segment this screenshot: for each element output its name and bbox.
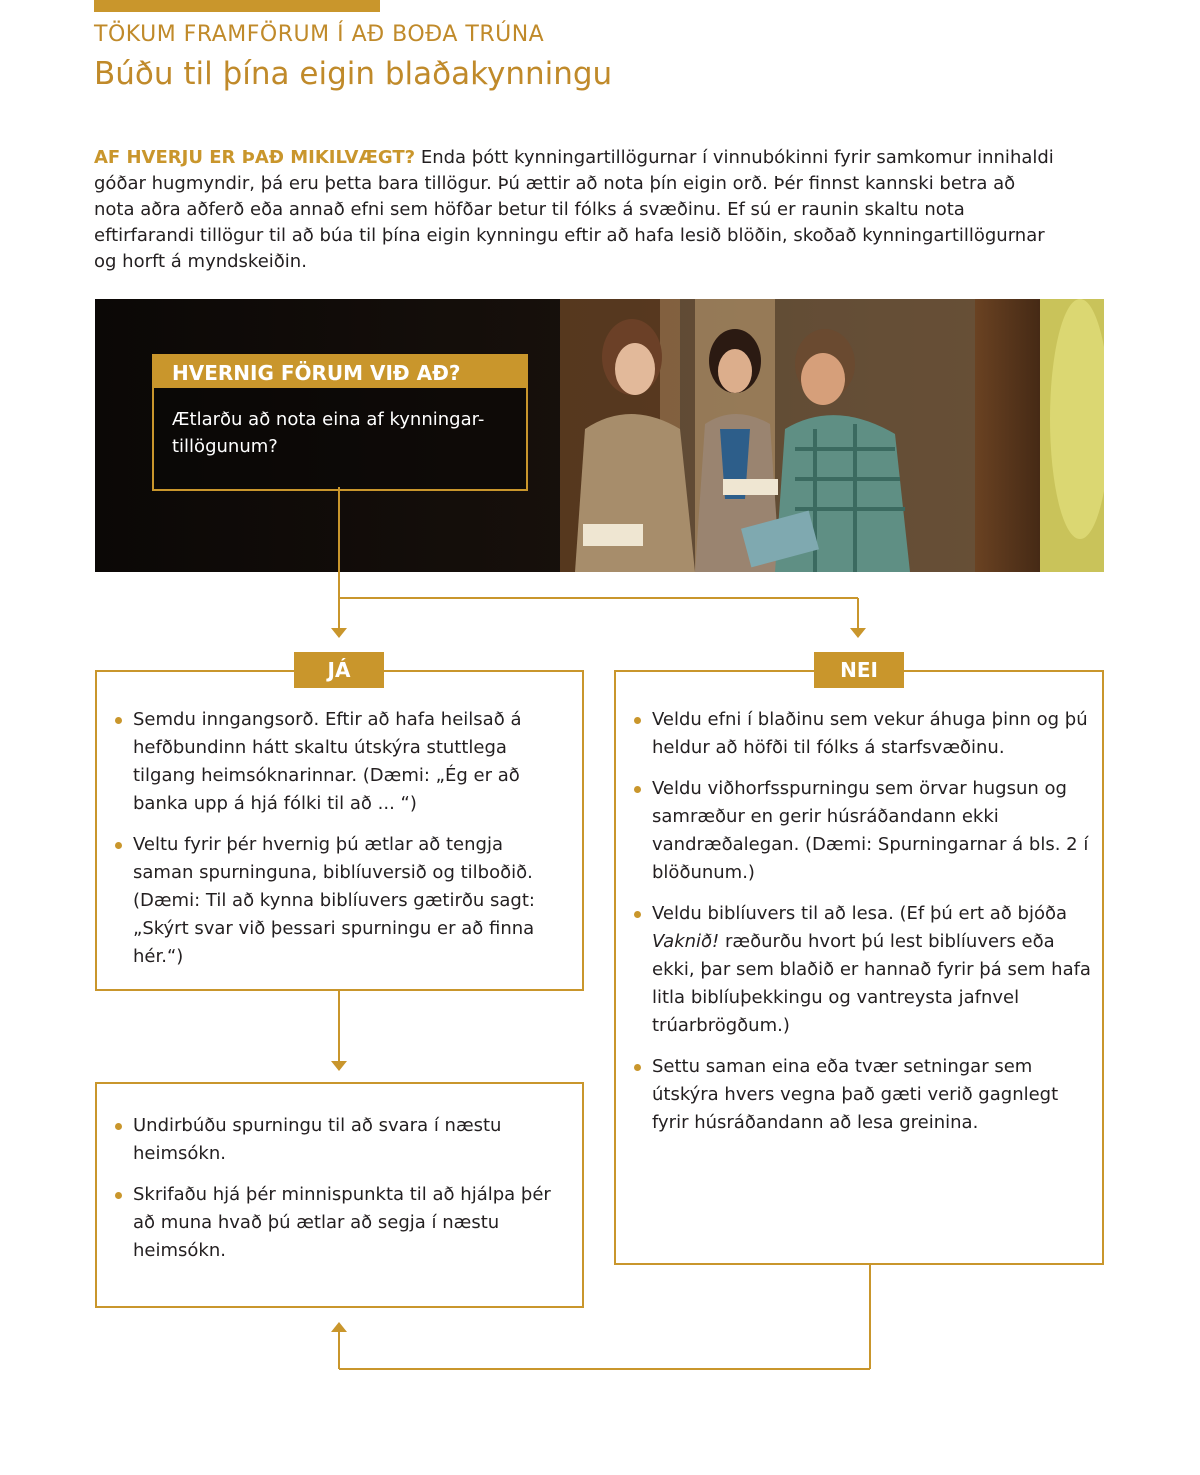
arrow-down-icon bbox=[850, 628, 866, 638]
question-heading: HVERNIG FÖRUM VIÐ AÐ? bbox=[154, 356, 526, 388]
arrow-down-icon bbox=[331, 628, 347, 638]
list-item: Skrifaðu hjá þér minnispunkta til að hjálpa þér að muna hvað þú ætlar að segja í næstu heimsókn. bbox=[115, 1181, 555, 1265]
list-item: Veldu viðhorfsspurningu sem örvar hugsun og samræður en gerir húsráðandann ekki vandræðalegan. (Dæmi: Spurningarnar á bls. 2 í blöðunum.) bbox=[634, 775, 1096, 887]
arrow-up-icon bbox=[331, 1322, 347, 1332]
bullet-icon bbox=[634, 911, 641, 918]
list-item: Undirbúðu spurningu til að svara í næstu heimsókn. bbox=[115, 1112, 555, 1168]
yes-box bbox=[95, 670, 584, 991]
bullet-icon bbox=[634, 717, 641, 724]
yes-list bbox=[115, 706, 555, 984]
list-item: Veldu efni í blaðinu sem vekur áhuga þinn og þú heldur að höfði til fólks á starfsvæðinu. bbox=[634, 706, 1096, 762]
list-item: Veltu fyrir þér hvernig þú ætlar að tengja saman spurninguna, biblíuversið og tilboðið. (Dæmi: Til að kynna biblíuvers gætirðu sagt: „Skýrt svar við þessari spurningu er að finna hér.“) bbox=[115, 831, 555, 971]
no-box bbox=[614, 670, 1104, 1265]
list-item: Settu saman eina eða tvær setningar sem útskýra hvers vegna það gæti verið gagnlegt fyrir húsráðandann að lesa greinina. bbox=[634, 1053, 1096, 1137]
followup-list bbox=[115, 1112, 555, 1278]
bullet-icon bbox=[115, 1123, 122, 1130]
no-list bbox=[634, 706, 1096, 1150]
intro-body: Enda þótt kynningartillögurnar í vinnubókinni fyrir samkomur innihaldi góðar hugmyndir, þá eru þetta bara tillögur. Þú ættir að nota þín eigin orð. Þér finnst kannski betra að nota aðra aðferð eða annað efni sem höfðar betur til fólks á svæðinu. Ef sú er raunin skaltu nota eftirfarandi tillögur til að búa til þína eigin kynningu eftir að hafa lesið blöðin, skoðað kynningartillögurnar og horft á myndskeiðin. bbox=[94, 147, 1054, 272]
magazine-title: Vaknið! bbox=[652, 931, 720, 952]
question-text: Ætlarðu að nota eina af kynningar-tillögunum? bbox=[172, 409, 485, 457]
bullet-icon bbox=[115, 842, 122, 849]
arrow-down-icon bbox=[331, 1061, 347, 1071]
list-item: Veldu biblíuvers til að lesa. (Ef þú ert að bjóða Vaknið! ræðurðu hvort þú lest biblíuvers eða ekki, þar sem blaðið er hannað fyrir þá sem hafa litla biblíuþekkingu og vantreysta jafnvel trúarbrögðum.) bbox=[634, 900, 1096, 1040]
bullet-icon bbox=[634, 786, 641, 793]
yes-label: JÁ bbox=[294, 652, 384, 688]
list-item: Semdu inngangsorð. Eftir að hafa heilsað á hefðbundinn hátt skaltu útskýra stuttlega tilgang heimsóknarinnar. (Dæmi: „Ég er að banka upp á hjá fólki til að ... “) bbox=[115, 706, 555, 818]
no-label: NEI bbox=[814, 652, 904, 688]
page-title: Búðu til þína eigin blaðakynningu bbox=[94, 56, 613, 92]
section-kicker: TÖKUM FRAMFÖRUM Í AÐ BOÐA TRÚNA bbox=[94, 22, 545, 47]
bullet-icon bbox=[634, 1064, 641, 1071]
intro-lead: AF HVERJU ER ÞAÐ MIKILVÆGT? bbox=[94, 147, 416, 168]
followup-box bbox=[95, 1082, 584, 1308]
bullet-icon bbox=[115, 717, 122, 724]
bullet-icon bbox=[115, 1192, 122, 1199]
